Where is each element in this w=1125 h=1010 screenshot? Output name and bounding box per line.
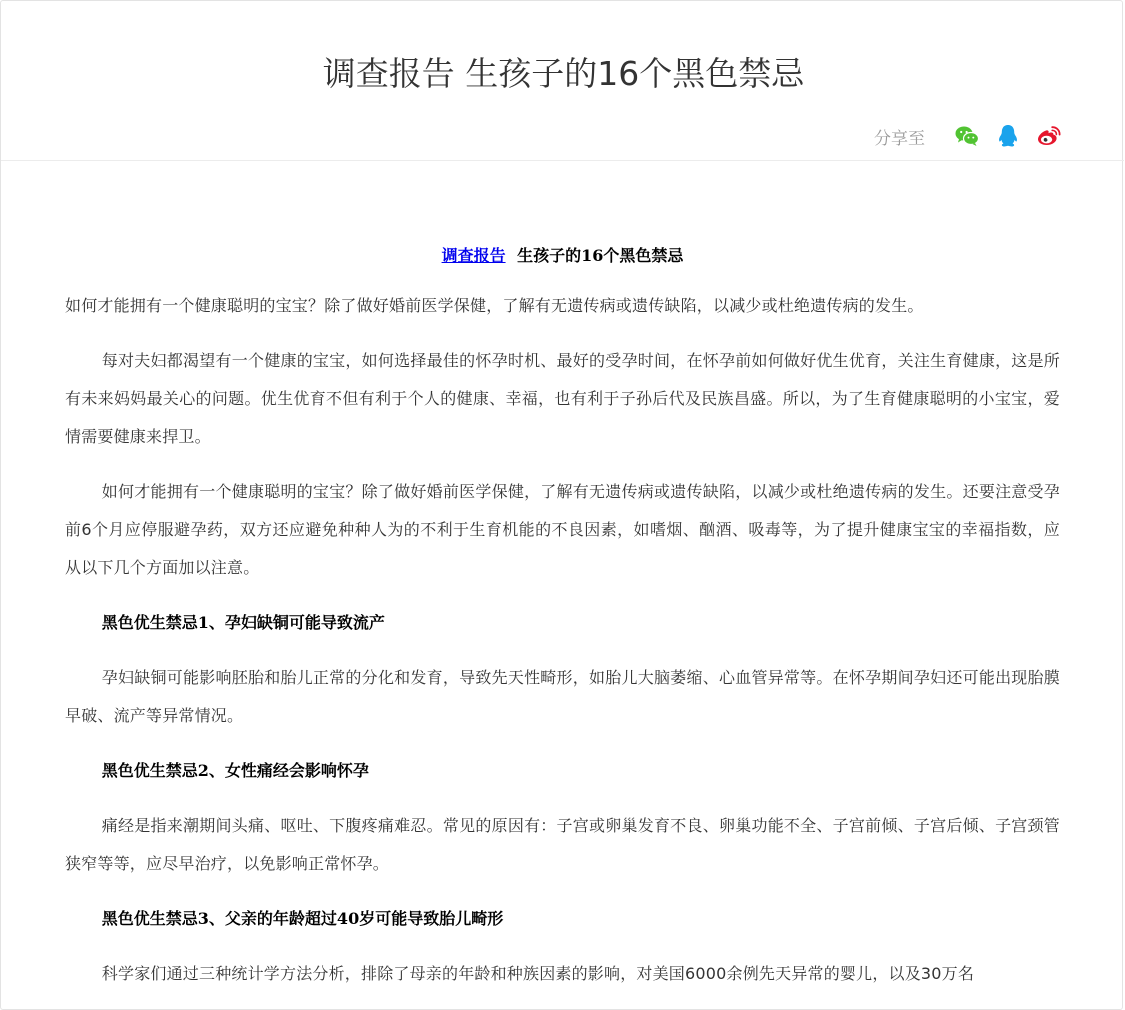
page-title: 调查报告 生孩子的16个黑色禁忌	[322, 54, 805, 93]
article-heading	[65, 231, 1060, 281]
paragraph: 科学家们通过三种统计学方法分析，排除了母亲的年龄和种族因素的影响，对美国6000余例先天异常的婴儿，以及30万名	[101, 964, 975, 983]
weibo-icon[interactable]	[1036, 123, 1062, 149]
paragraph: 孕妇缺铜可能影响胚胎和胎儿正常的分化和发育，导致先天性畸形，如胎儿大脑萎缩、心血管异常等。在怀孕期间孕妇还可能出现胎膜早破、流产等异常情况。	[65, 668, 1060, 725]
qq-icon[interactable]	[995, 123, 1021, 149]
wechat-icon[interactable]	[954, 123, 980, 149]
article-heading-text: 生孩子的16个黑色禁忌	[517, 246, 684, 265]
article-heading-link[interactable]: 调查报告	[441, 246, 506, 265]
paragraph: 如何才能拥有一个健康聪明的宝宝？除了做好婚前医学保健，了解有无遗传病或遗传缺陷，以减少或杜绝遗传病的发生。	[65, 296, 924, 315]
section-heading: 黑色优生禁忌1、孕妇缺铜可能导致流产	[101, 613, 385, 632]
paragraph: 每对夫妇都渴望有一个健康的宝宝，如何选择最佳的怀孕时机、最好的受孕时间，在怀孕前如何做好优生优育，关注生育健康，这是所有未来妈妈最关心的问题。优生优育不但有利于个人的健康、幸福，也有利于子孙后代及民族昌盛。所以，为了生育健康聪明的小宝宝，爱情需要健康来捍卫。	[65, 351, 1060, 446]
article-body	[65, 231, 1060, 1010]
share-bar	[874, 121, 1062, 151]
share-label: 分享至	[874, 128, 925, 149]
paragraph: 痛经是指来潮期间头痛、呕吐、下腹疼痛难忍。常见的原因有：子宫或卵巢发育不良、卵巢功能不全、子宫前倾、子宫后倾、子宫颈管狭窄等等，应尽早治疗，以免影响正常怀孕。	[65, 816, 1060, 873]
section-heading: 黑色优生禁忌3、父亲的年龄超过40岁可能导致胎儿畸形	[101, 909, 504, 928]
section-heading: 黑色优生禁忌2、女性痛经会影响怀孕	[101, 761, 369, 780]
page-header	[1, 1, 1124, 161]
paragraph: 如何才能拥有一个健康聪明的宝宝？除了做好婚前医学保健，了解有无遗传病或遗传缺陷，以减少或杜绝遗传病的发生。还要注意受孕前6个月应停服避孕药，双方还应避免种种人为的不利于生育机能的不良因素，如嗜烟、酗酒、吸毒等，为了提升健康宝宝的幸福指数，应从以下几个方面加以注意。	[65, 482, 1060, 577]
